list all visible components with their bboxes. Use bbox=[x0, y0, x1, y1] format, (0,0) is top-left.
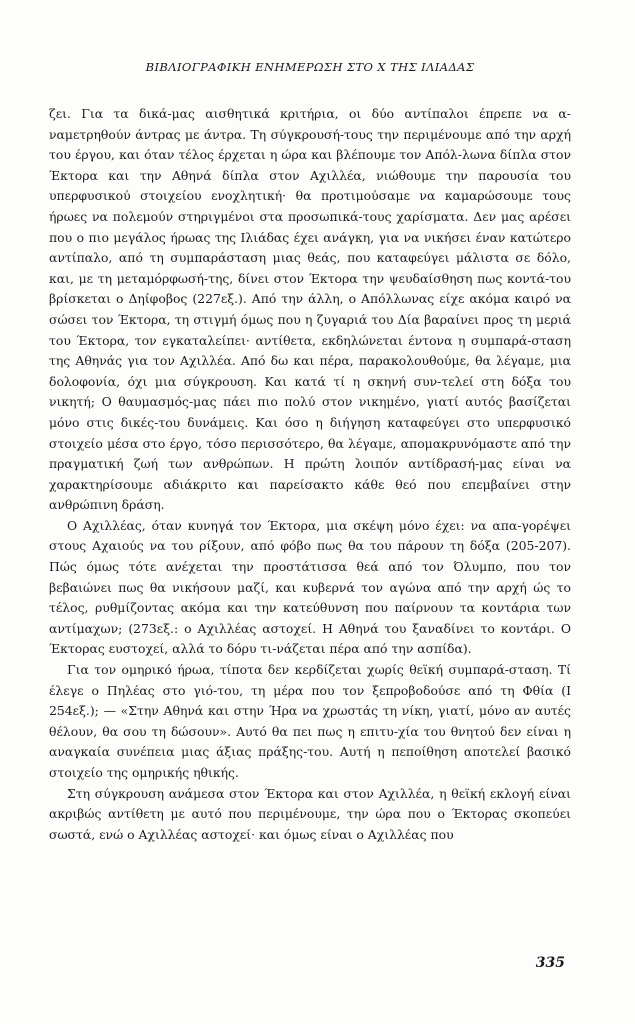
running-head: ΒΙΒΛΙΟΓΡΑΦΙΚΗ ΕΝΗΜΕΡΩΣΗ ΣΤΟ Χ ΤΗΣ ΙΛΙΑΔΑΣ bbox=[145, 60, 475, 74]
paragraph-3: Για τον ομηρικό ήρωα, τίποτα δεν κερδίζεται χωρίς θεϊκή συμπαρά-σταση. Τί έλεγε ο Πηλέας στο γιό-του, τη μέρα που τον ξεπροβοδούσε από τη Φθία (Ι 254εξ.); — «Στην Αθηνά και στην Ήρα να χρωστάς τη νίκη, γιατί, μόνο αν αυτές θέλουν, θα σου τη δώσουν». Αυτό θα πει πως η επιτυ-χία του θνητού δεν είναι η αναγκαία συνέπεια μιας άξιας πράξης-του. Αυτή η πεποίθηση αποτελεί βασικό στοιχείο της ομηρικής ηθικής. bbox=[49, 662, 571, 780]
paragraph-4: Στη σύγκρουση ανάμεσα στον Έκτορα και στον Αχιλλέα, η θεϊκή εκλογή είναι ακριβώς αντίθετη με αυτό που περιμένουμε, την ώρα που ο Έκτορας σκοπεύει σωστά, ενώ ο Αχιλλέας αστοχεί· και όμως είναι ο Αχιλλέας που bbox=[49, 785, 571, 842]
page bbox=[49, 60, 571, 845]
paragraph-2: Ο Αχιλλέας, όταν κυνηγά τον Έκτορα, μια σκέψη μόνο έχει: να απα-γορέψει στους Αχαιούς να του ρίξουν, από φόβο πως θα του πάρουν τη δόξα (205-207). Πώς όμως τότε ανέχεται την προστάτισσα θεά από τον Όλυμπο, που τον βεβαιώνει πως θα νικήσουν μαζί, και κυβερνά τον αγώνα από την αρχή ώς το τέλος, ρυθμίζοντας ακόμα και την κατεύθυνση που παίρνουν τα κοντάρια των αντίμαχων; (273εξ.: ο Αχιλλέας αστοχεί. Η Αθηνά του ξαναδίνει το κοντάρι. Ο Έκτορας ευστοχεί, αλλά το δόρυ τι-νάζεται πέρα από την ασπίδα). bbox=[49, 517, 571, 657]
paragraph-1: ζει. Για τα δικά-μας αισθητικά κριτήρια, οι δύο αντίπαλοι έπρεπε να α-ναμετρηθούν άντρας με άντρα. Τη σύγκρουσή-τους την περιμένουμε από την αρχή του έργου, και όταν τέλος έρχεται η ώρα και βλέπουμε τον Απόλ-λωνα δίπλα στον Έκτορα και την Αθηνά δίπλα στον Αχιλλέα, νιώθουμε την παρουσία του υπερφυσικού στοιχείου ενοχλητική· θα προτιμούσαμε να καμαρώσουμε τους ήρωες να πολεμούν στηριγμένοι στα προσωπικά-τους χαρίσματα. Δεν μας αρέσει που ο πιο μεγάλος ήρωας της Ιλιάδας έχει ανάγκη, για να νικήσει έναν κατώτερο αντίπαλο, από τη συμπαράσταση μιας θεάς, που καταφεύγει μάλιστα σε δόλο, και, με τη μεταμόρφωσή-της, δίνει στον Έκτορα την ψευδαίσθηση πως κοντά-του βρίσκεται ο Δηίφοβος (227εξ.). Από την άλλη, ο Απόλλωνας είχε ακόμα καιρό να σώσει τον Έκτορα, τη στιγμή όμως που η ζυγαριά του Δία βαραίνει προς τη μεριά του Έκτορα, τον εγκαταλείπει· αντίθετα, εκδηλώνεται έντονα η συμπαρά-σταση της Αθηνάς για τον Αχιλλέα. Από δω και πέρα, παρακολουθούμε, θα λέγαμε, μια δολοφονία, όχι μια σύγκρουση. Και κατά τί η σκηνή συν-τελεί στη δόξα του νικητή; Ο θαυμασμός-μας πάει πιο πολύ στον νικημένο, γιατί αυτός βασίζεται μόνο στις δικές-του δυνάμεις. Και όσο η διήγηση καταφεύγει στο υπερφυσικό στοιχείο μέσα στο έργο, τόσο περισσότερο, θα λέγαμε, απομακρυνόμαστε από την πραγματική ζωή των ανθρώπων. Η πρώτη λοιπόν αντίδρασή-μας είναι να χαρακτηρίσουμε αδιάκριτο και παρείσακτο κάθε θεό που επεμβαίνει στην ανθρώπινη δράση. bbox=[49, 106, 571, 513]
body-text bbox=[49, 104, 571, 845]
page-number: 335 bbox=[535, 955, 565, 971]
